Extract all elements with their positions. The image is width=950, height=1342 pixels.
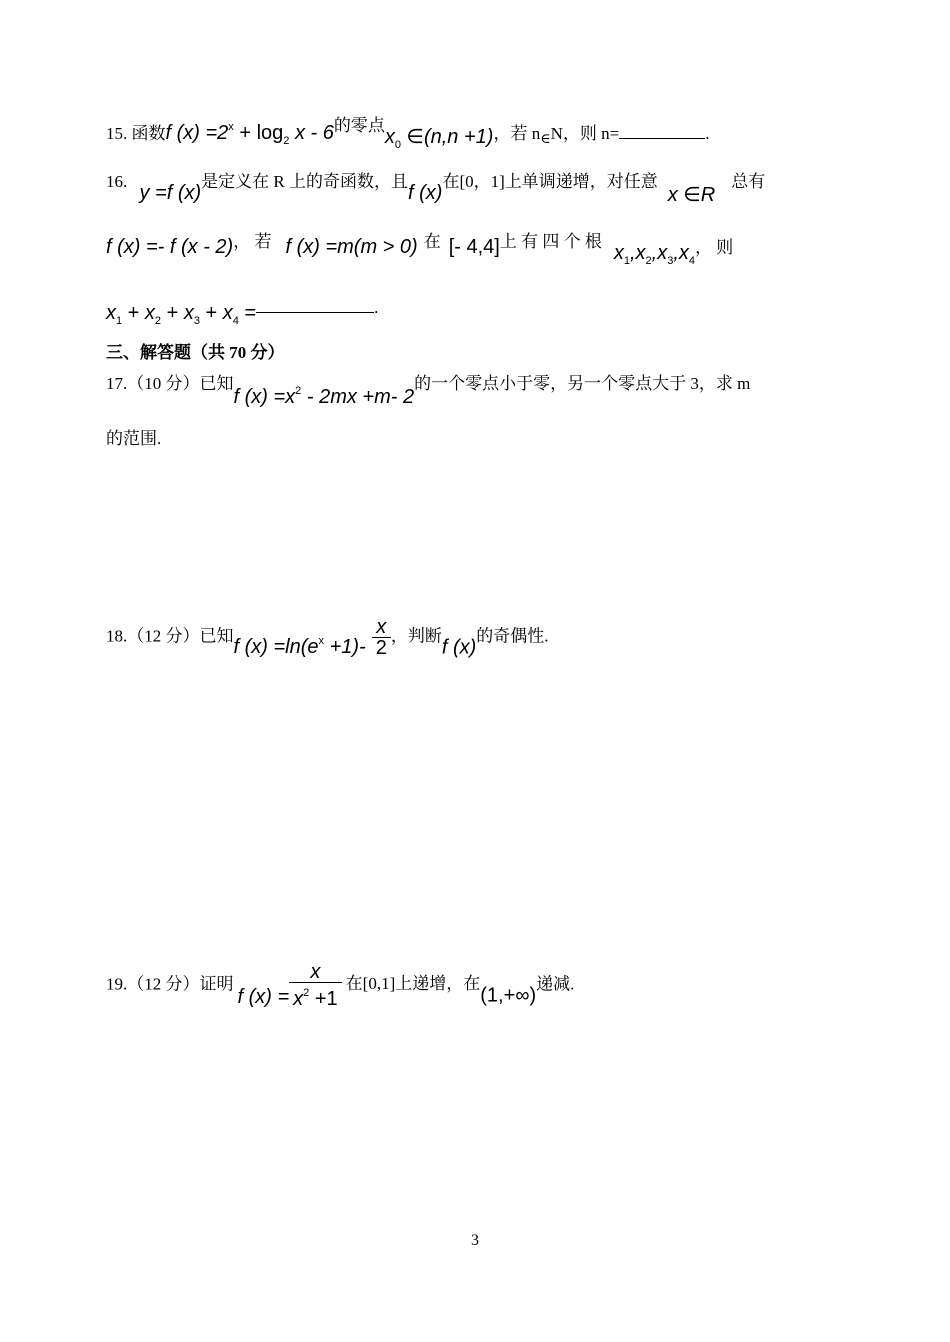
q16-interval: [- 4,4]	[448, 236, 500, 258]
q16-eq3: f (x) =m(m > 0)	[285, 236, 418, 258]
q15-text1: 的零点	[333, 116, 385, 135]
question-17-line2: 的范围.	[106, 429, 162, 448]
q19-number: 19.（12 分）证明	[106, 974, 234, 994]
q16-text5: 在	[423, 232, 441, 251]
q19-text1: 在[0,1]上递增，在	[345, 974, 481, 994]
q17-text1: 的一个零点小于零，另一个零点大于 3，求 m	[414, 374, 751, 393]
q16-eq1: y =f (x)	[139, 182, 202, 204]
q15-function: f $(x) =2^x + \log_2 x - 6$	[165, 121, 334, 147]
q15-in-symbol: ∈	[540, 132, 551, 147]
q19-interval: (1,+∞)	[480, 984, 537, 1007]
q18-number: 18.（12 分）已知	[106, 626, 234, 646]
q16-end: .	[374, 298, 379, 317]
question-15	[106, 116, 709, 155]
q19-text2: 递减.	[536, 974, 575, 994]
q18-fx: f (x)	[441, 636, 477, 659]
q16-roots: $x_1,x_2,x_3,x_4$	[613, 242, 696, 267]
q16-text2: 在[0，1]上单调递增，对任意	[442, 172, 658, 191]
q16-text7: ， 则	[695, 238, 734, 257]
q18-fraction: $\frac{x}{2}$	[372, 617, 391, 658]
q16-sum: $x_1 + x_2 + x_3 + x_4$ =	[106, 302, 257, 327]
question-18	[106, 617, 549, 658]
question-16-line1	[106, 172, 765, 205]
q17-number: 17.（10 分）已知	[106, 374, 234, 393]
q19-equation: f (x) =	[237, 986, 290, 1009]
question-17-line1	[106, 374, 750, 407]
page-number: 3	[471, 1232, 479, 1249]
section-3-title: 三、解答题（共 70 分）	[106, 343, 285, 362]
q16-number: 16.	[106, 172, 128, 191]
q15-text3: N，则 n=	[550, 124, 620, 143]
q18-equation: f $(x) =\ln(e^x +1)-$	[233, 635, 366, 659]
q15-zero-point: $x_0$ ∈(n,n +1)	[384, 126, 494, 151]
question-19	[106, 962, 574, 1009]
q16-fx: f (x)	[408, 182, 443, 204]
question-16-line3	[106, 298, 378, 331]
q17-equation: f $(x) =x^2 - 2mx +m-$ 2	[233, 385, 415, 408]
q19-fraction: $\frac{x}{x^2 +1}$	[289, 962, 341, 1009]
q16-eq2: f (x) =- f (x - 2)	[106, 236, 234, 258]
question-16-line2	[106, 232, 733, 271]
q18-text1: ，判断	[390, 626, 442, 646]
q16-x-in-r: x ∈R	[667, 184, 716, 206]
q15-number: 15. 函数	[106, 124, 166, 143]
q15-text2: ，若 n	[493, 124, 541, 143]
q15-end: .	[705, 124, 710, 143]
q16-text6: 上 有 四 个 根	[499, 232, 602, 251]
q16-answer-blank	[256, 312, 374, 313]
q18-text2: 的奇偶性.	[476, 626, 549, 646]
q16-text1: 是定义在 R 上的奇函数，且	[201, 172, 409, 191]
q16-text3: 总有	[731, 172, 766, 191]
q16-text4: ， 若	[233, 232, 272, 251]
q15-answer-blank	[619, 138, 705, 139]
